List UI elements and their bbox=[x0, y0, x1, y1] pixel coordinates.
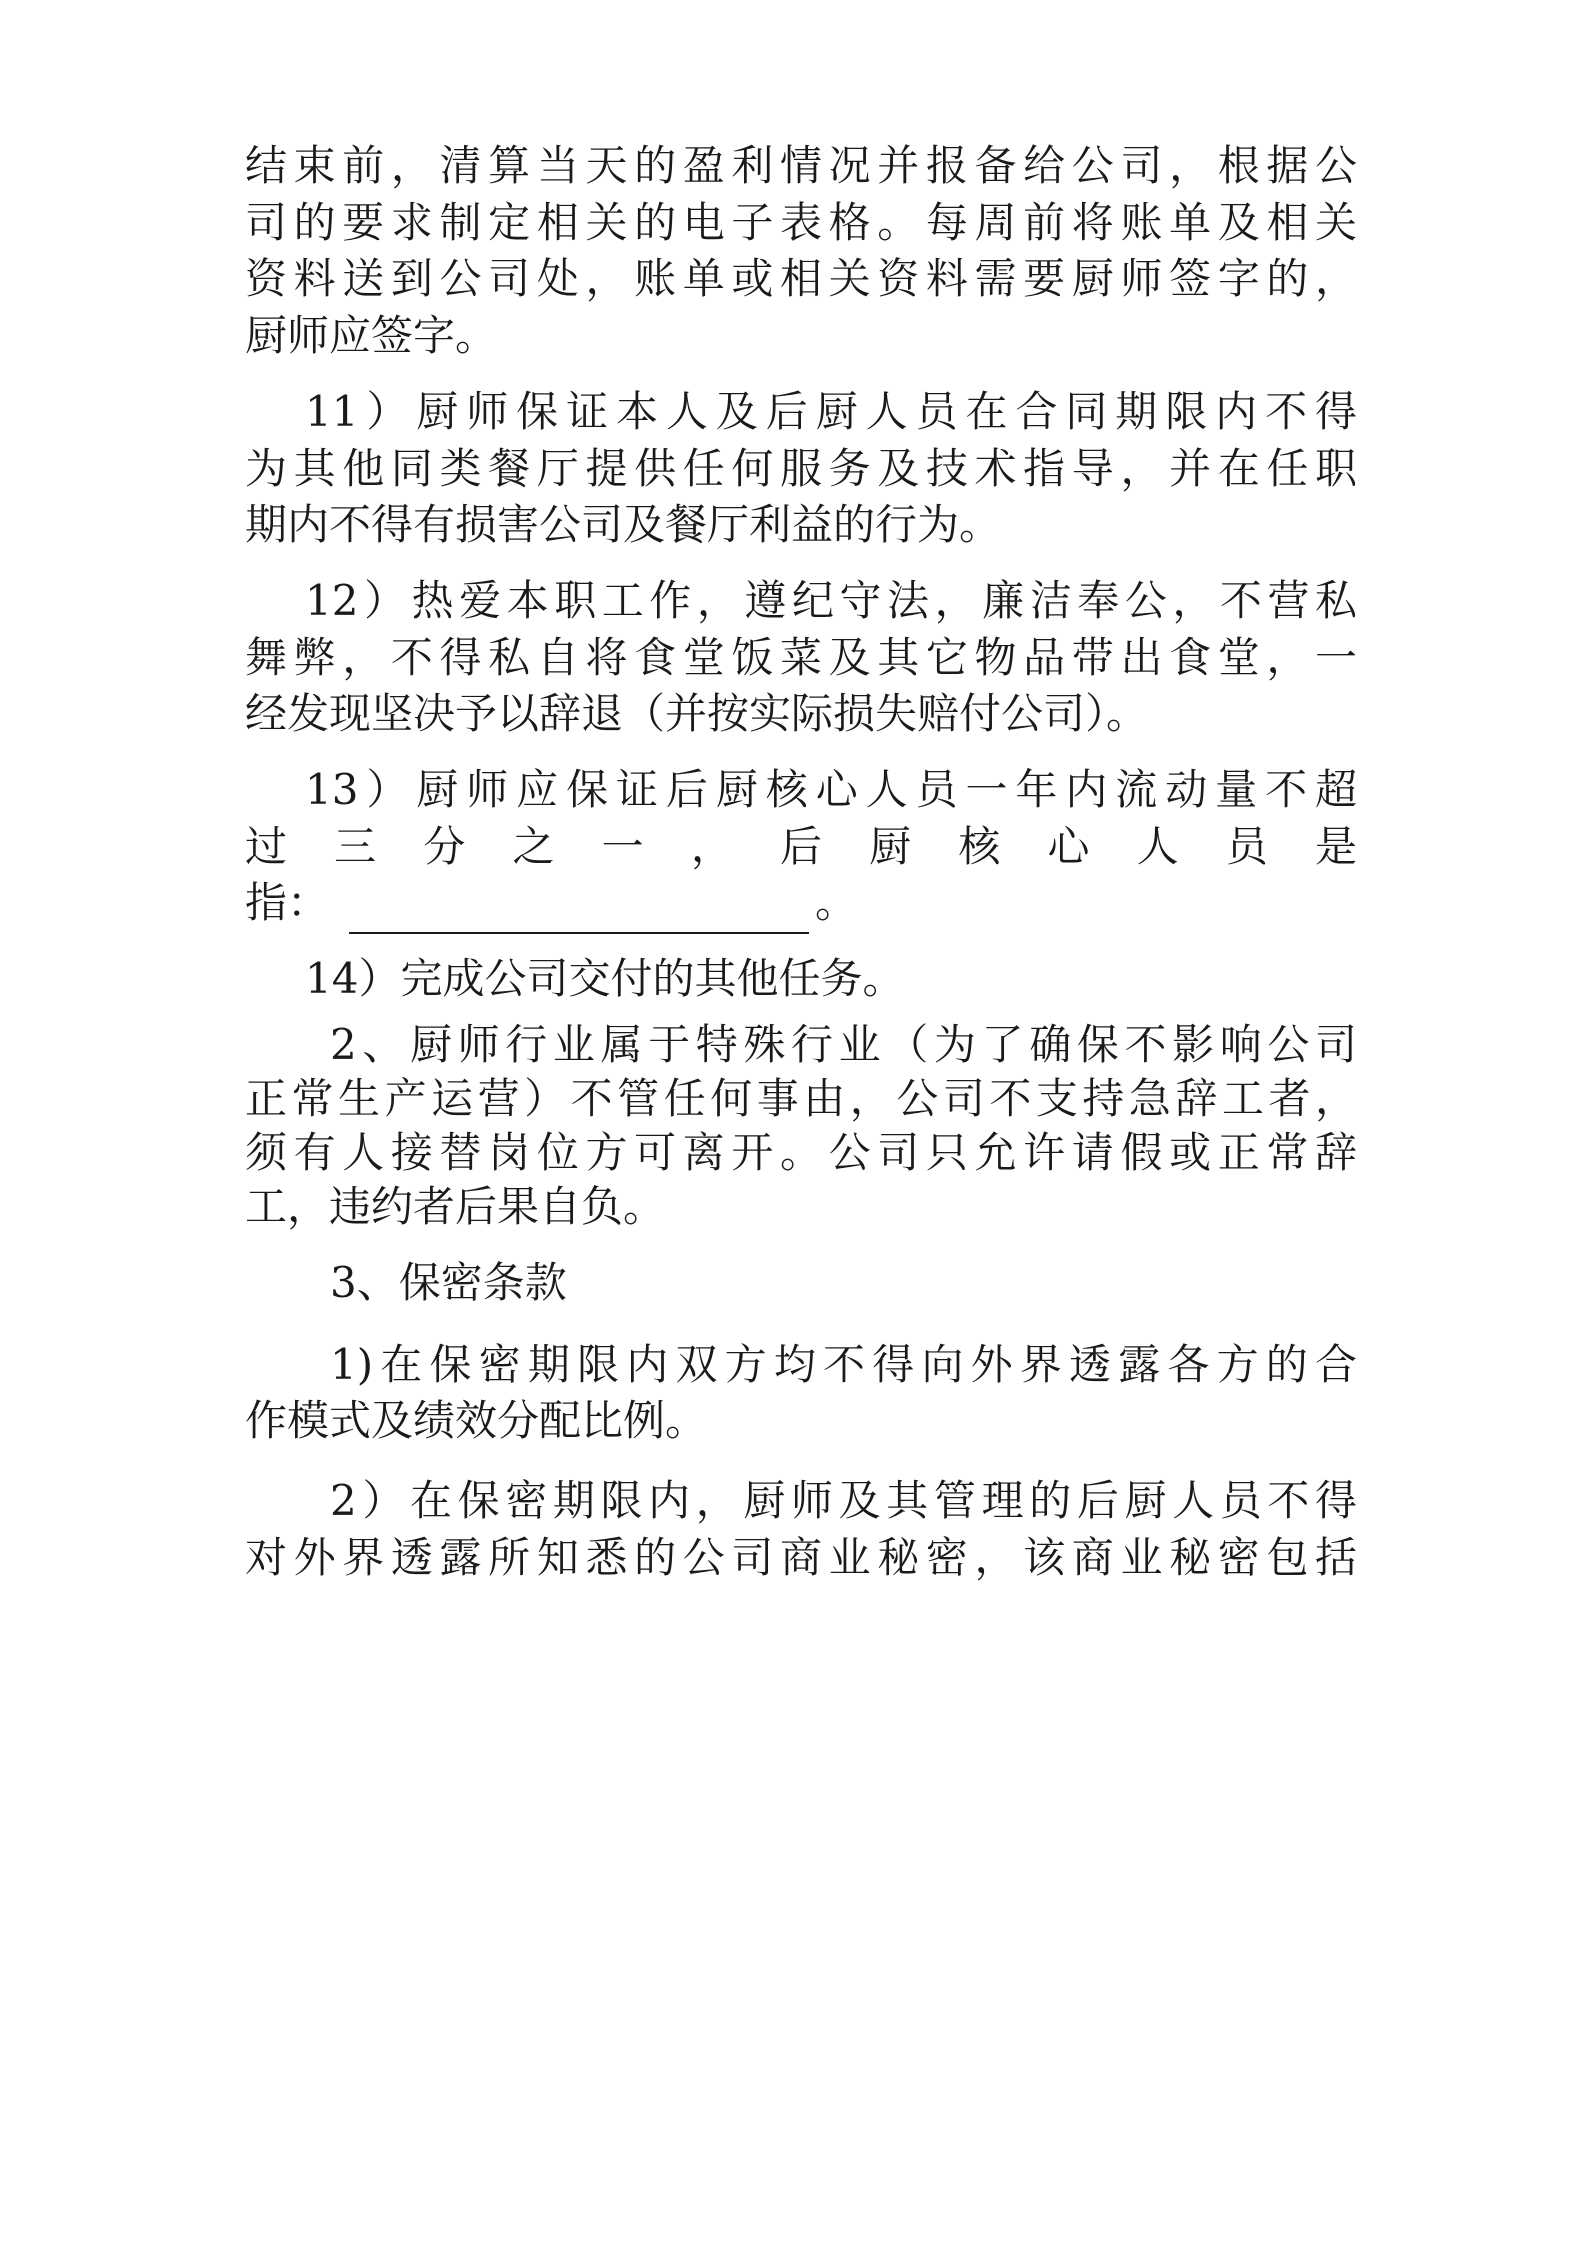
clause-11-line: 11）厨师保证本人及后厨人员在合同期限内不得 bbox=[305, 387, 1357, 436]
paragraph-line: 过 三 分 之 一 ， 后 厨 核 心 人 员 是 bbox=[245, 822, 1357, 871]
paragraph-line: 工，违约者后果自负。 bbox=[245, 1182, 666, 1231]
paragraph-line: 作模式及绩效分配比例。 bbox=[245, 1396, 708, 1445]
blank-field-line bbox=[245, 872, 1357, 934]
paragraph-line: 舞弊，不得私自将食堂饭菜及其它物品带出食堂，一 bbox=[245, 633, 1357, 682]
section-2-line: 2、厨师行业属于特殊行业（为了确保不影响公司 bbox=[330, 1020, 1357, 1069]
clause-12-line: 12）热爱本职工作，遵纪守法，廉洁奉公，不营私 bbox=[305, 576, 1357, 625]
confidentiality-clause-2-line: 2）在保密期限内，厨师及其管理的后厨人员不得 bbox=[330, 1476, 1357, 1525]
paragraph-line: 资料送到公司处，账单或相关资料需要厨师签字的， bbox=[245, 254, 1357, 303]
section-3-heading: 3、保密条款 bbox=[330, 1258, 567, 1307]
blank-prefix: 指： bbox=[245, 878, 330, 927]
clause-14-line: 14）完成公司交付的其他任务。 bbox=[305, 954, 905, 1003]
blank-underline bbox=[349, 888, 809, 934]
paragraph-line: 正常生产运营）不管任何事由，公司不支持急辞工者， bbox=[245, 1074, 1357, 1123]
paragraph-line: 为其他同类餐厅提供任何服务及技术指导，并在任职 bbox=[245, 444, 1357, 493]
paragraph-line: 经发现坚决予以辞退（并按实际损失赔付公司）。 bbox=[245, 689, 1149, 738]
paragraph-line: 须有人接替岗位方可离开。公司只允许请假或正常辞 bbox=[245, 1128, 1357, 1177]
paragraph-line: 厨师应签字。 bbox=[245, 311, 498, 360]
confidentiality-clause-1-line: 1)在保密期限内双方均不得向外界透露各方的合 bbox=[330, 1340, 1357, 1389]
paragraph-line: 期内不得有损害公司及餐厅利益的行为。 bbox=[245, 500, 1002, 549]
paragraph-line: 司的要求制定相关的电子表格。每周前将账单及相关 bbox=[245, 198, 1357, 247]
clause-13-line: 13）厨师应保证后厨核心人员一年内流动量不超 bbox=[305, 765, 1357, 814]
paragraph-line: 结束前，清算当天的盈利情况并报备给公司，根据公 bbox=[245, 141, 1357, 190]
blank-suffix: 。 bbox=[815, 878, 858, 927]
paragraph-line: 对外界透露所知悉的公司商业秘密，该商业秘密包括 bbox=[245, 1533, 1357, 1582]
